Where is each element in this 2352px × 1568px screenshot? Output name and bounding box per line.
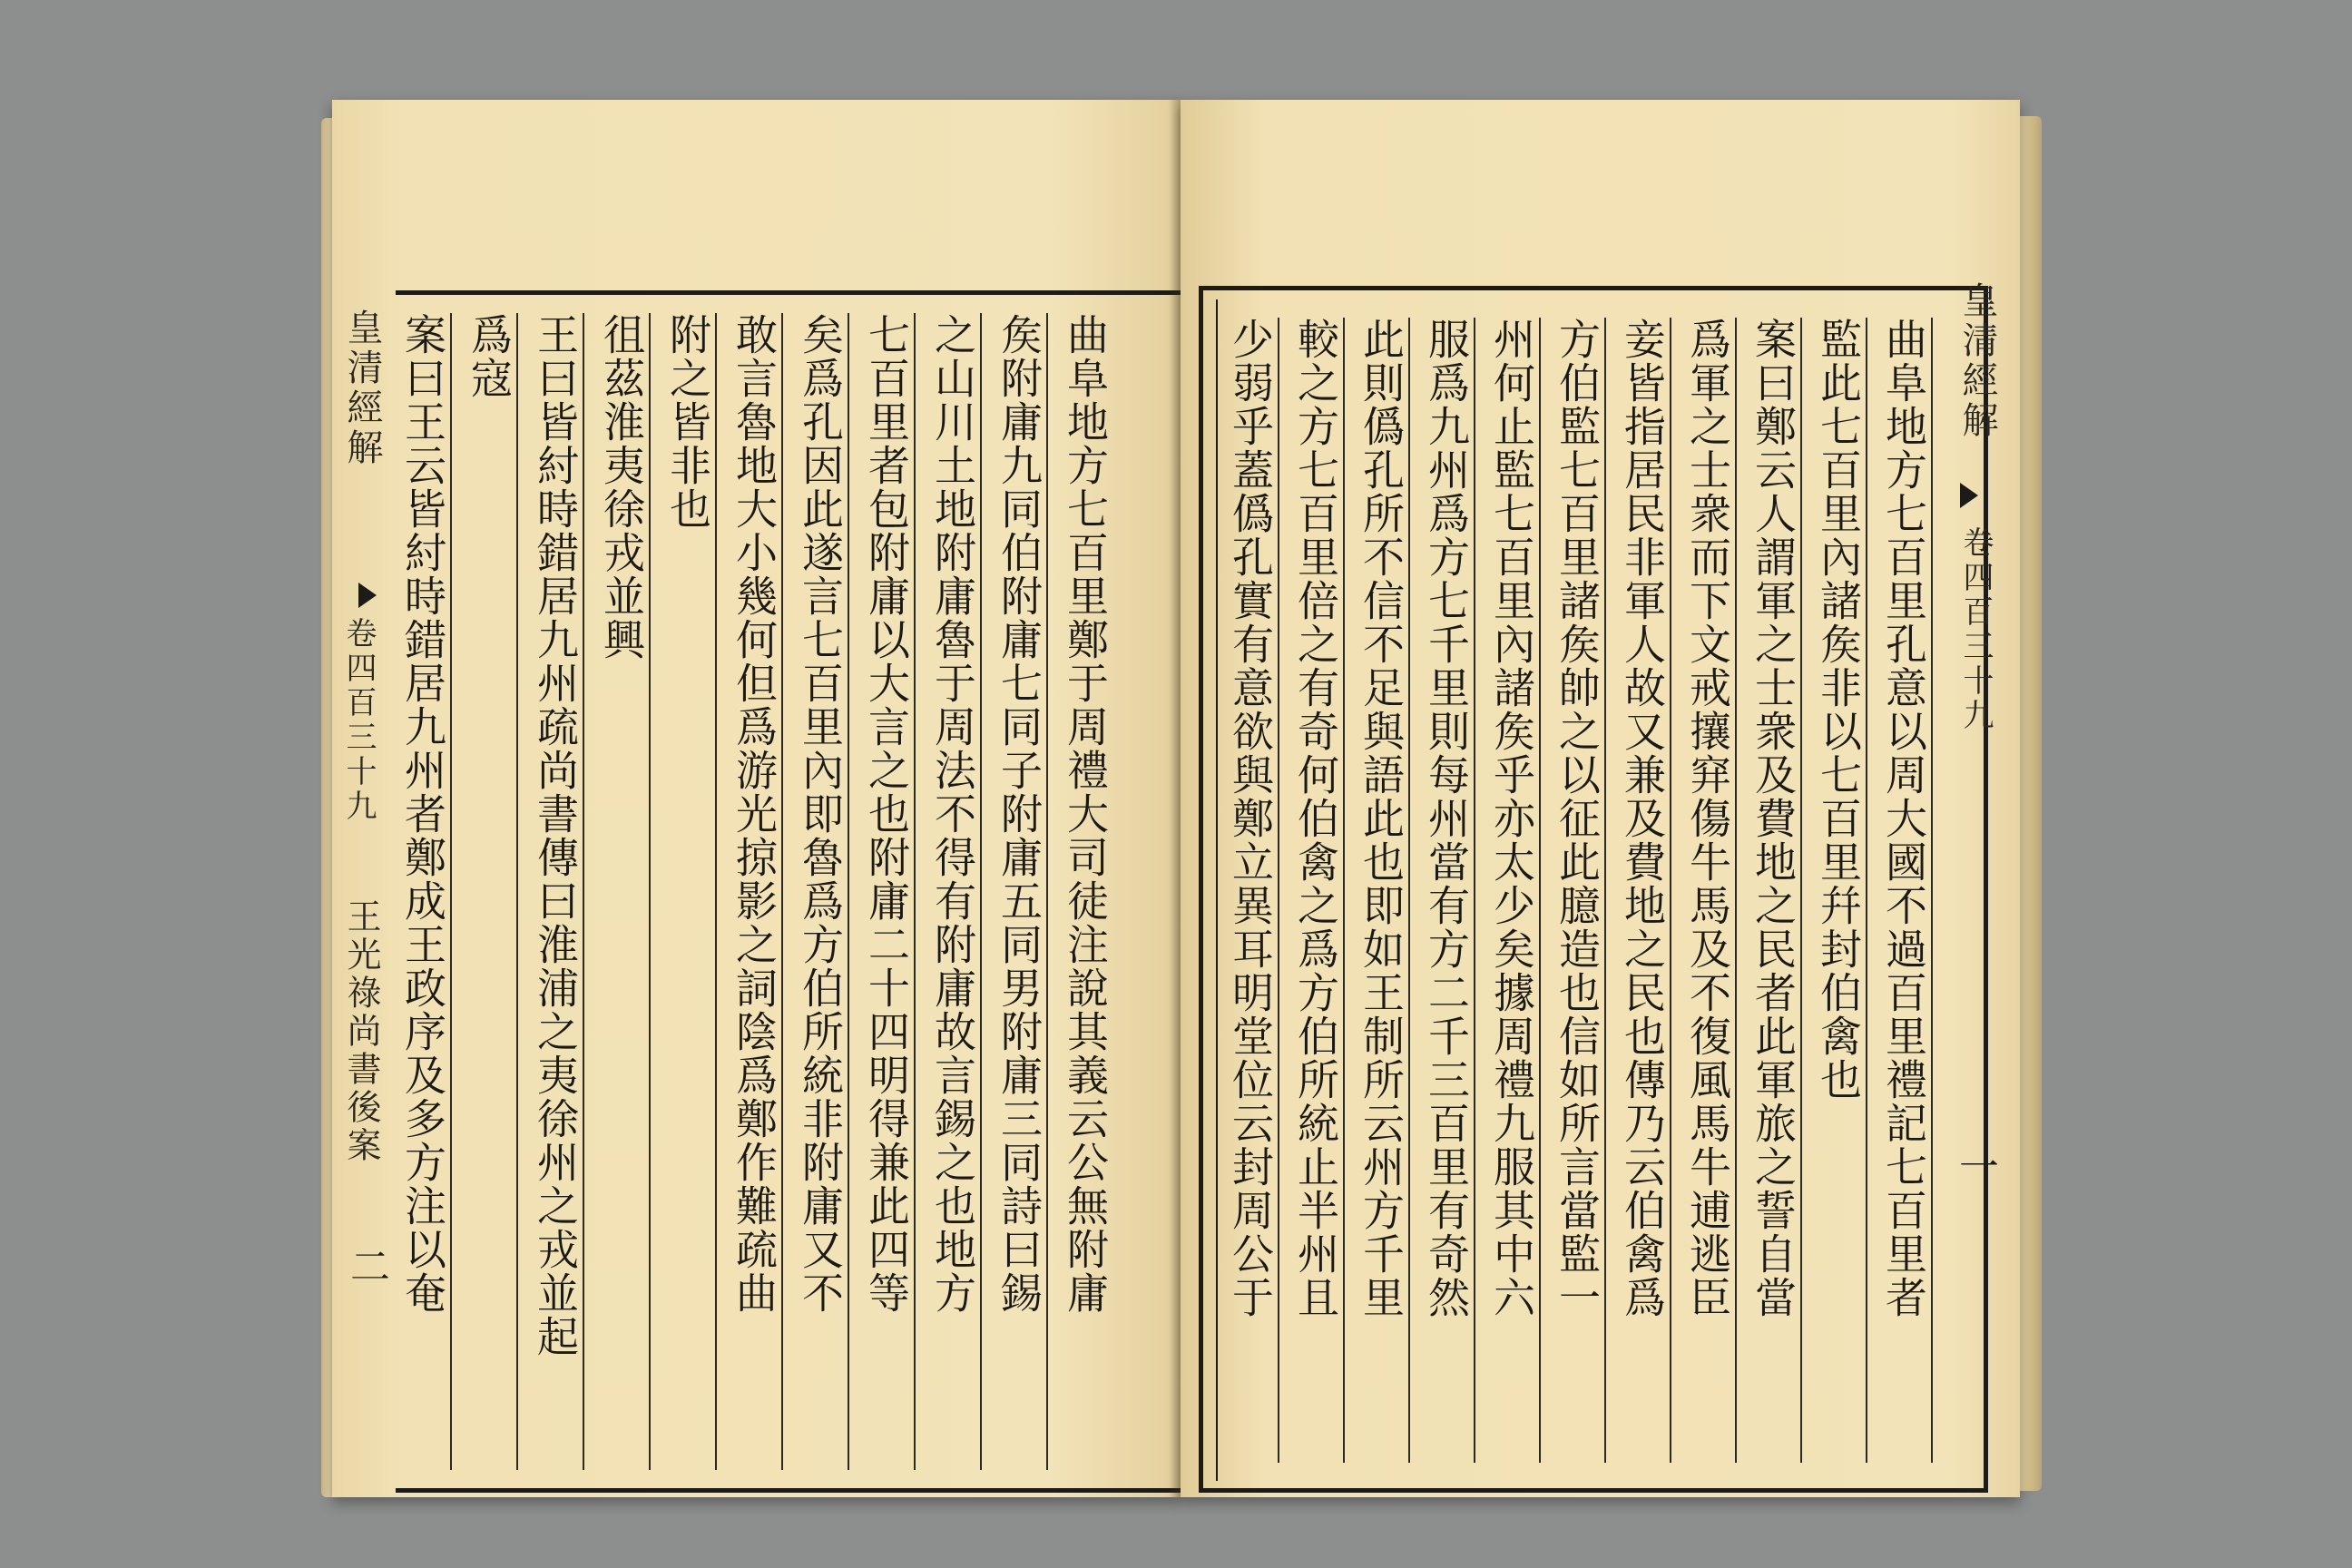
text-column: 附之皆非也 [661, 313, 717, 1470]
text-column: 此則僞孔所不信不足與語此也即如王制所云州方千里 [1354, 318, 1410, 1463]
text-column: 方伯監七百里諸矦帥之以征此臆造也信如所言當監一 [1550, 318, 1606, 1463]
right-page [1181, 100, 2020, 1497]
text-column: 王曰皆紂時錯居九州疏尚書傳曰淮浦之夷徐州之戎並起 [528, 313, 584, 1470]
left-page-margin-subtitle: 王光祿尚書後案 [341, 898, 381, 1165]
text-column: 敢言魯地大小幾何但爲游光掠影之詞陰爲鄭作難疏曲 [727, 313, 783, 1470]
text-column: 服爲九州爲方七千里則每州當有方二千三百里有奇然 [1419, 318, 1475, 1463]
left-page-margin-volume: 卷四百三十九 [340, 617, 377, 824]
text-column: 爲軍之士衆而下文戒攘穽傷牛馬及不復風馬牛逋逃臣 [1681, 318, 1737, 1463]
text-column: 少弱乎蓋僞孔實有意欲與鄭立異耳明堂位云封周公于 [1223, 318, 1279, 1463]
text-column: 曲阜地方七百里鄭于周禮大司徒注說其義云公無附庸 [1061, 313, 1110, 1315]
fish-tail-mark-icon [358, 583, 377, 608]
fish-tail-mark-icon [1960, 483, 1978, 508]
left-page [332, 100, 1181, 1497]
open-book [327, 100, 2033, 1511]
text-column: 徂茲淮夷徐戎並興 [594, 313, 651, 1470]
text-column: 案曰王云皆紂時錯居九州者鄭成王政序及多方注以奄 [396, 313, 452, 1470]
text-column: 較之方七百里倍之有奇何伯禽之爲方伯所統止半州且 [1289, 318, 1345, 1463]
left-page-number: 二 [350, 1244, 390, 1290]
left-page-margin-title: 皇清經解 [341, 309, 383, 468]
right-page-number: 一 [1959, 1144, 1999, 1191]
left-text-frame [396, 290, 1194, 1493]
text-column: 矦附庸九同伯附庸七同子附庸五同男附庸三同詩曰錫 [992, 313, 1048, 1470]
text-column: 之山川土地附庸魯于周法不得有附庸故言錫之也地方 [926, 313, 982, 1470]
text-column: 妾皆指居民非軍人故又兼及費地之民也傳乃云伯禽爲 [1615, 318, 1671, 1463]
page-edge-right [2020, 116, 2042, 1491]
right-text-frame [1199, 286, 1988, 1493]
text-column: 監此七百里內諸矦非以七百里幷封伯禽也 [1811, 318, 1867, 1463]
text-column: 七百里者包附庸以大言之也附庸二十四明得兼此四等 [859, 313, 916, 1470]
text-column: 矣爲孔因此遂言七百里內即魯爲方伯所統非附庸又不 [793, 313, 849, 1470]
right-page-margin-volume: 卷四百三十九 [1957, 526, 1994, 733]
text-column: 州何止監七百里內諸矦乎亦太少矣據周禮九服其中六 [1485, 318, 1541, 1463]
text-column: 曲阜地方七百里孔意以周大國不過百里禮記七百里者 [1877, 318, 1933, 1463]
right-page-margin-title: 皇清經解 [1956, 281, 1998, 441]
text-column: 案曰鄭云人謂軍之士衆及費地之民者此軍旅之誓自當 [1746, 318, 1802, 1463]
text-column: 爲寇 [462, 313, 518, 1470]
